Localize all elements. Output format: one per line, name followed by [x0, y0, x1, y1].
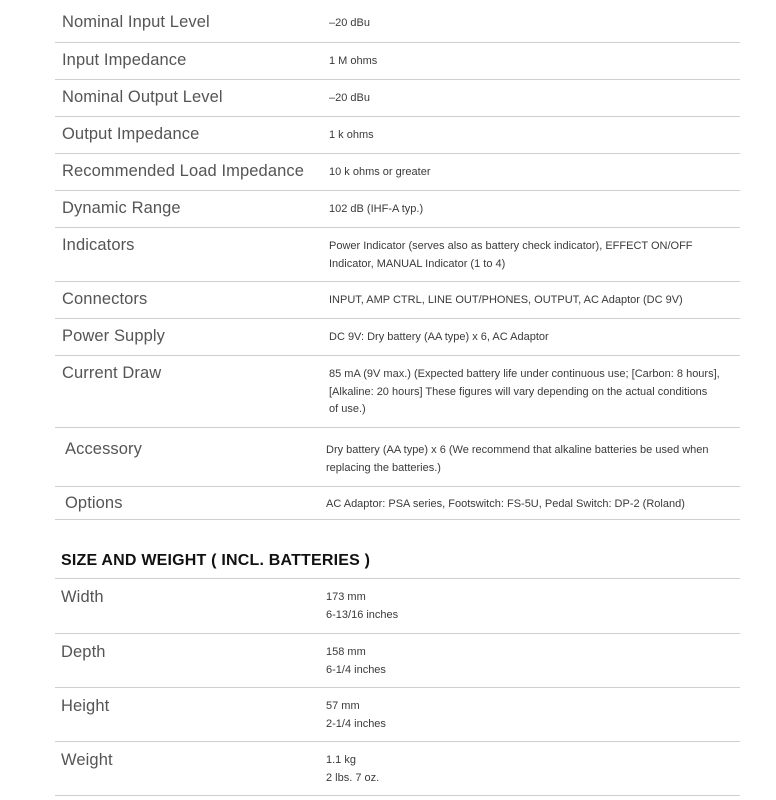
spec-row: [55, 228, 740, 282]
spec-label: Output Impedance: [62, 125, 200, 143]
spec-label: Recommended Load Impedance: [62, 162, 305, 180]
spec-row: [55, 191, 740, 228]
spec-value: –20 dBu: [329, 17, 370, 29]
spec-row: [55, 117, 740, 154]
spec-row: [55, 154, 740, 191]
spec-label: Options: [65, 494, 123, 512]
size-value: 1.1 kg 2 lbs. 7 oz.: [326, 754, 380, 784]
size-label: Width: [61, 588, 104, 606]
spec-label: Current Draw: [62, 364, 162, 382]
size-value: 57 mm 2-1/4 inches: [326, 700, 386, 730]
size-row: [55, 742, 740, 796]
spec-label: Nominal Output Level: [62, 88, 223, 106]
size-label: Depth: [61, 643, 106, 661]
spec-value: 1 M ohms: [329, 55, 378, 67]
spec-label: Power Supply: [62, 327, 166, 345]
spec-label: Dynamic Range: [62, 199, 181, 217]
spec-value: 102 dB (IHF-A typ.): [329, 203, 424, 215]
size-label: Weight: [61, 751, 113, 769]
spec-row: [55, 319, 740, 356]
spec-value: 85 mA (9V max.) (Expected battery life under continuous use; [Carbon: 8 hours], [Alkaline: 20 hours] These figures will vary depending on the actual conditions of use.): [329, 368, 720, 415]
spec-value: 10 k ohms or greater: [329, 166, 431, 178]
size-row: [55, 579, 740, 634]
spec-label: Input Impedance: [62, 51, 187, 69]
spec-label: Accessory: [65, 440, 143, 458]
size-weight-heading: SIZE AND WEIGHT ( INCL. BATTERIES ): [61, 552, 371, 569]
spec-row: [55, 80, 740, 117]
spec-row: [55, 43, 740, 80]
spec-value: Power Indicator (serves also as battery check indicator), EFFECT ON/OFF Indicator, MANUAL Indicator (1 to 4): [329, 240, 693, 270]
size-value: 158 mm 6-1/4 inches: [326, 646, 386, 676]
size-label: Height: [61, 697, 110, 715]
spec-row: [55, 428, 740, 487]
spec-row: [55, 487, 740, 520]
spec-value: AC Adaptor: PSA series, Footswitch: FS-5U, Pedal Switch: DP-2 (Roland): [326, 498, 685, 510]
spec-value: 1 k ohms: [329, 129, 374, 141]
spec-label: Nominal Input Level: [62, 13, 210, 31]
size-row: [55, 634, 740, 688]
spec-value: INPUT, AMP CTRL, LINE OUT/PHONES, OUTPUT, AC Adaptor (DC 9V): [329, 294, 683, 306]
spec-label: Indicators: [62, 236, 135, 254]
size-value: 173 mm 6-13/16 inches: [326, 591, 399, 621]
spec-row: [55, 356, 740, 428]
spec-value: Dry battery (AA type) x 6 (We recommend that alkaline batteries be used when replacing the batteries.): [326, 444, 709, 474]
spec-label: Connectors: [62, 290, 148, 308]
size-row: [55, 688, 740, 742]
spec-value: DC 9V: Dry battery (AA type) x 6, AC Adaptor: [329, 331, 549, 343]
spec-value: –20 dBu: [329, 92, 370, 104]
spec-row: [55, 5, 740, 43]
spec-row: [55, 282, 740, 319]
